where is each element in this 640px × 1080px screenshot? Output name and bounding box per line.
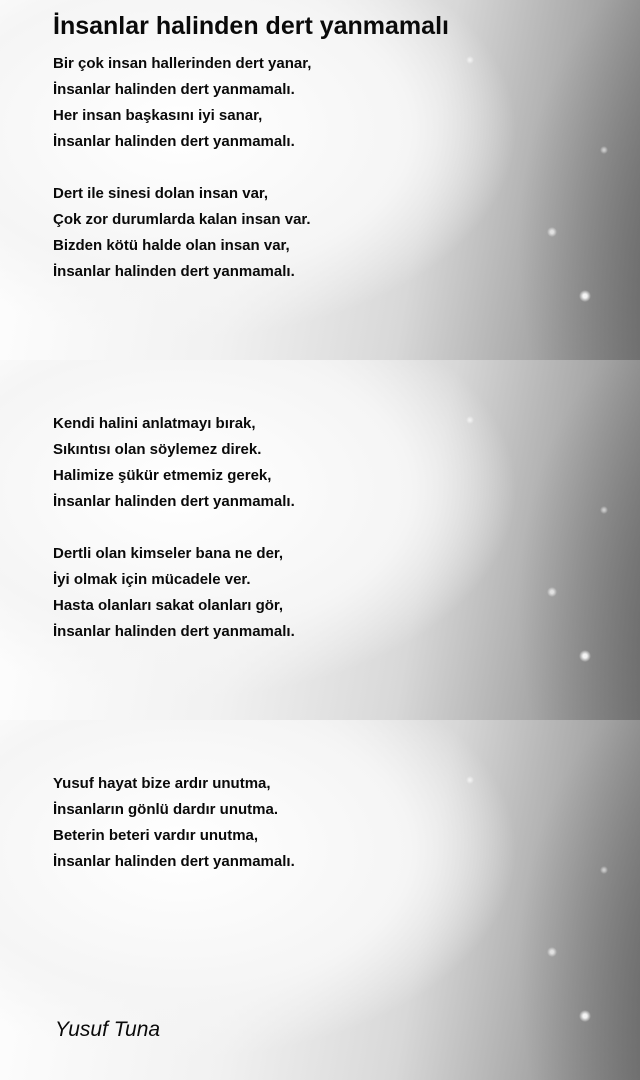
poem-line: İnsanlar halinden dert yanmamalı. bbox=[53, 263, 295, 280]
poem-line: İnsanların gönlü dardır unutma. bbox=[53, 801, 279, 818]
poem-line: İnsanlar halinden dert yanmamalı. bbox=[53, 853, 295, 870]
stanza-3 bbox=[53, 411, 295, 515]
poem-line: Sıkıntısı olan söylemez direk. bbox=[53, 441, 262, 458]
stanza-2 bbox=[53, 181, 311, 285]
poem-card-2 bbox=[0, 360, 640, 720]
poem-line: İnsanlar halinden dert yanmamalı. bbox=[53, 493, 295, 510]
poem-line: Çok zor durumlarda kalan insan var. bbox=[53, 211, 311, 228]
poem-line: Dertli olan kimseler bana ne der, bbox=[53, 545, 284, 562]
poem-line: Hasta olanları sakat olanları gör, bbox=[53, 597, 284, 614]
poem-line: Dert ile sinesi dolan insan var, bbox=[53, 185, 269, 202]
stanza-5 bbox=[53, 771, 295, 875]
poem-card-3 bbox=[0, 720, 640, 1080]
stanza-1 bbox=[53, 51, 311, 155]
poem-line: Kendi halini anlatmayı bırak, bbox=[53, 415, 256, 432]
poem-line: Bizden kötü halde olan insan var, bbox=[53, 237, 290, 254]
poem-line: Halimize şükür etmemiz gerek, bbox=[53, 467, 272, 484]
poem-line: İnsanlar halinden dert yanmamalı. bbox=[53, 81, 295, 98]
stanza-4 bbox=[53, 541, 295, 645]
poem-card-1 bbox=[0, 0, 640, 360]
poem-line: Yusuf hayat bize ardır unutma, bbox=[53, 775, 271, 792]
poem-line: Her insan başkasını iyi sanar, bbox=[53, 107, 263, 124]
poem-author: Yusuf Tuna bbox=[55, 1018, 161, 1041]
poem-line: Bir çok insan hallerinden dert yanar, bbox=[53, 55, 312, 72]
poem-line: İyi olmak için mücadele ver. bbox=[53, 571, 251, 588]
poem-line: İnsanlar halinden dert yanmamalı. bbox=[53, 623, 295, 640]
poem-title: İnsanlar halinden dert yanmamalı bbox=[53, 12, 449, 40]
poem-line: İnsanlar halinden dert yanmamalı. bbox=[53, 133, 295, 150]
poem-line: Beterin beteri vardır unutma, bbox=[53, 827, 259, 844]
